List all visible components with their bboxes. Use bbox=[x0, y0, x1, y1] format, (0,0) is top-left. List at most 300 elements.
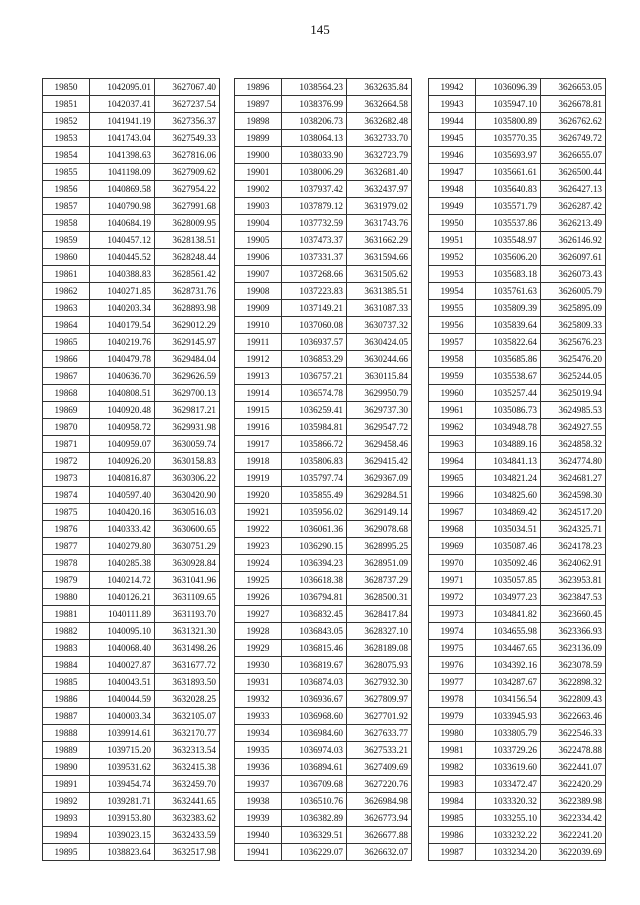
x-coordinate-cell: 1040420.16 bbox=[90, 504, 155, 521]
y-coordinate-cell: 3627932.30 bbox=[347, 674, 412, 691]
table-row bbox=[235, 759, 412, 776]
y-coordinate-cell: 3631743.76 bbox=[347, 215, 412, 232]
x-coordinate-cell: 1036394.23 bbox=[282, 555, 347, 572]
y-coordinate-cell: 3629078.68 bbox=[347, 521, 412, 538]
y-coordinate-cell: 3632459.70 bbox=[155, 776, 220, 793]
table-row bbox=[235, 317, 412, 334]
table-row bbox=[429, 96, 606, 113]
table-row bbox=[429, 317, 606, 334]
x-coordinate-cell: 1035685.86 bbox=[476, 351, 541, 368]
point-number-cell: 19965 bbox=[429, 470, 476, 487]
point-number-cell: 19874 bbox=[43, 487, 90, 504]
point-number-cell: 19870 bbox=[43, 419, 90, 436]
point-number-cell: 19898 bbox=[235, 113, 282, 130]
y-coordinate-cell: 3632105.07 bbox=[155, 708, 220, 725]
table-row bbox=[429, 300, 606, 317]
table-row bbox=[43, 249, 220, 266]
table-row bbox=[235, 249, 412, 266]
y-coordinate-cell: 3624927.55 bbox=[541, 419, 606, 436]
x-coordinate-cell: 1035800.89 bbox=[476, 113, 541, 130]
table-row bbox=[235, 606, 412, 623]
table-row bbox=[429, 827, 606, 844]
point-number-cell: 19962 bbox=[429, 419, 476, 436]
table-row bbox=[43, 708, 220, 725]
table-row bbox=[43, 470, 220, 487]
y-coordinate-cell: 3624598.30 bbox=[541, 487, 606, 504]
table-row bbox=[43, 810, 220, 827]
x-coordinate-cell: 1039153.80 bbox=[90, 810, 155, 827]
table-row bbox=[429, 351, 606, 368]
point-number-cell: 19930 bbox=[235, 657, 282, 674]
point-number-cell: 19941 bbox=[235, 844, 282, 861]
x-coordinate-cell: 1036974.03 bbox=[282, 742, 347, 759]
table-row bbox=[429, 555, 606, 572]
point-number-cell: 19856 bbox=[43, 181, 90, 198]
x-coordinate-cell: 1037149.21 bbox=[282, 300, 347, 317]
x-coordinate-cell: 1034869.42 bbox=[476, 504, 541, 521]
table-row bbox=[235, 368, 412, 385]
y-coordinate-cell: 3624985.53 bbox=[541, 402, 606, 419]
point-number-cell: 19928 bbox=[235, 623, 282, 640]
x-coordinate-cell: 1035984.81 bbox=[282, 419, 347, 436]
table-row bbox=[43, 827, 220, 844]
x-coordinate-cell: 1040959.07 bbox=[90, 436, 155, 453]
y-coordinate-cell: 3625676.23 bbox=[541, 334, 606, 351]
point-number-cell: 19980 bbox=[429, 725, 476, 742]
y-coordinate-cell: 3632433.59 bbox=[155, 827, 220, 844]
x-coordinate-cell: 1037268.66 bbox=[282, 266, 347, 283]
y-coordinate-cell: 3626749.72 bbox=[541, 130, 606, 147]
x-coordinate-cell: 1036853.29 bbox=[282, 351, 347, 368]
table-row bbox=[429, 419, 606, 436]
point-number-cell: 19916 bbox=[235, 419, 282, 436]
table-row bbox=[429, 283, 606, 300]
y-coordinate-cell: 3629458.46 bbox=[347, 436, 412, 453]
coordinate-table-3 bbox=[428, 78, 606, 861]
y-coordinate-cell: 3629012.29 bbox=[155, 317, 220, 334]
table-row bbox=[429, 215, 606, 232]
table-row bbox=[235, 810, 412, 827]
x-coordinate-cell: 1038006.29 bbox=[282, 164, 347, 181]
table-row bbox=[43, 402, 220, 419]
x-coordinate-cell: 1040219.76 bbox=[90, 334, 155, 351]
y-coordinate-cell: 3632664.58 bbox=[347, 96, 412, 113]
x-coordinate-cell: 1038564.23 bbox=[282, 79, 347, 96]
y-coordinate-cell: 3628561.42 bbox=[155, 266, 220, 283]
table-row bbox=[429, 623, 606, 640]
y-coordinate-cell: 3624774.80 bbox=[541, 453, 606, 470]
x-coordinate-cell: 1035092.46 bbox=[476, 555, 541, 572]
table-row bbox=[429, 589, 606, 606]
x-coordinate-cell: 1034841.13 bbox=[476, 453, 541, 470]
x-coordinate-cell: 1035537.86 bbox=[476, 215, 541, 232]
table-row bbox=[235, 419, 412, 436]
table-row bbox=[429, 113, 606, 130]
point-number-cell: 19982 bbox=[429, 759, 476, 776]
x-coordinate-cell: 1040958.72 bbox=[90, 419, 155, 436]
x-coordinate-cell: 1033945.93 bbox=[476, 708, 541, 725]
x-coordinate-cell: 1036574.78 bbox=[282, 385, 347, 402]
table-row bbox=[235, 691, 412, 708]
point-number-cell: 19922 bbox=[235, 521, 282, 538]
table-row bbox=[43, 436, 220, 453]
point-number-cell: 19880 bbox=[43, 589, 90, 606]
table-row bbox=[235, 555, 412, 572]
x-coordinate-cell: 1036984.60 bbox=[282, 725, 347, 742]
x-coordinate-cell: 1036229.07 bbox=[282, 844, 347, 861]
y-coordinate-cell: 3624325.71 bbox=[541, 521, 606, 538]
point-number-cell: 19921 bbox=[235, 504, 282, 521]
x-coordinate-cell: 1035956.02 bbox=[282, 504, 347, 521]
y-coordinate-cell: 3625019.94 bbox=[541, 385, 606, 402]
point-number-cell: 19981 bbox=[429, 742, 476, 759]
y-coordinate-cell: 3628138.51 bbox=[155, 232, 220, 249]
table-row bbox=[235, 402, 412, 419]
x-coordinate-cell: 1034821.24 bbox=[476, 470, 541, 487]
point-number-cell: 19871 bbox=[43, 436, 90, 453]
y-coordinate-cell: 3627809.97 bbox=[347, 691, 412, 708]
y-coordinate-cell: 3628737.29 bbox=[347, 572, 412, 589]
table-row bbox=[43, 181, 220, 198]
table-row bbox=[235, 640, 412, 657]
point-number-cell: 19851 bbox=[43, 96, 90, 113]
y-coordinate-cell: 3622663.46 bbox=[541, 708, 606, 725]
y-coordinate-cell: 3626653.05 bbox=[541, 79, 606, 96]
point-number-cell: 19987 bbox=[429, 844, 476, 861]
table-row bbox=[429, 691, 606, 708]
x-coordinate-cell: 1036096.39 bbox=[476, 79, 541, 96]
x-coordinate-cell: 1038033.90 bbox=[282, 147, 347, 164]
x-coordinate-cell: 1040636.70 bbox=[90, 368, 155, 385]
point-number-cell: 19951 bbox=[429, 232, 476, 249]
table-row bbox=[429, 402, 606, 419]
x-coordinate-cell: 1034156.54 bbox=[476, 691, 541, 708]
table-row bbox=[43, 640, 220, 657]
table-row bbox=[235, 674, 412, 691]
y-coordinate-cell: 3630306.22 bbox=[155, 470, 220, 487]
point-number-cell: 19858 bbox=[43, 215, 90, 232]
x-coordinate-cell: 1036510.76 bbox=[282, 793, 347, 810]
x-coordinate-cell: 1040179.54 bbox=[90, 317, 155, 334]
x-coordinate-cell: 1041743.04 bbox=[90, 130, 155, 147]
x-coordinate-cell: 1039531.62 bbox=[90, 759, 155, 776]
x-coordinate-cell: 1034977.23 bbox=[476, 589, 541, 606]
y-coordinate-cell: 3629484.04 bbox=[155, 351, 220, 368]
x-coordinate-cell: 1033234.20 bbox=[476, 844, 541, 861]
x-coordinate-cell: 1037060.08 bbox=[282, 317, 347, 334]
table-row bbox=[235, 844, 412, 861]
y-coordinate-cell: 3625809.33 bbox=[541, 317, 606, 334]
table-row bbox=[429, 793, 606, 810]
x-coordinate-cell: 1040027.87 bbox=[90, 657, 155, 674]
point-number-cell: 19850 bbox=[43, 79, 90, 96]
point-number-cell: 19938 bbox=[235, 793, 282, 810]
point-number-cell: 19893 bbox=[43, 810, 90, 827]
y-coordinate-cell: 3622039.69 bbox=[541, 844, 606, 861]
point-number-cell: 19918 bbox=[235, 453, 282, 470]
point-number-cell: 19860 bbox=[43, 249, 90, 266]
table-row bbox=[235, 164, 412, 181]
point-number-cell: 19917 bbox=[235, 436, 282, 453]
x-coordinate-cell: 1038206.73 bbox=[282, 113, 347, 130]
point-number-cell: 19861 bbox=[43, 266, 90, 283]
table-row bbox=[43, 555, 220, 572]
point-number-cell: 19908 bbox=[235, 283, 282, 300]
table-row bbox=[235, 657, 412, 674]
point-number-cell: 19940 bbox=[235, 827, 282, 844]
table-row bbox=[429, 725, 606, 742]
table-row bbox=[235, 283, 412, 300]
point-number-cell: 19906 bbox=[235, 249, 282, 266]
y-coordinate-cell: 3630737.32 bbox=[347, 317, 412, 334]
point-number-cell: 19946 bbox=[429, 147, 476, 164]
y-coordinate-cell: 3627356.37 bbox=[155, 113, 220, 130]
table-row bbox=[43, 147, 220, 164]
y-coordinate-cell: 3632681.40 bbox=[347, 164, 412, 181]
y-coordinate-cell: 3625476.20 bbox=[541, 351, 606, 368]
point-number-cell: 19902 bbox=[235, 181, 282, 198]
x-coordinate-cell: 1035034.51 bbox=[476, 521, 541, 538]
table-row bbox=[43, 623, 220, 640]
x-coordinate-cell: 1036843.05 bbox=[282, 623, 347, 640]
y-coordinate-cell: 3632682.48 bbox=[347, 113, 412, 130]
x-coordinate-cell: 1037331.37 bbox=[282, 249, 347, 266]
point-number-cell: 19984 bbox=[429, 793, 476, 810]
table-row bbox=[429, 708, 606, 725]
point-number-cell: 19970 bbox=[429, 555, 476, 572]
point-number-cell: 19866 bbox=[43, 351, 90, 368]
y-coordinate-cell: 3622241.20 bbox=[541, 827, 606, 844]
y-coordinate-cell: 3626677.88 bbox=[347, 827, 412, 844]
y-coordinate-cell: 3629626.59 bbox=[155, 368, 220, 385]
y-coordinate-cell: 3628731.76 bbox=[155, 283, 220, 300]
x-coordinate-cell: 1035257.44 bbox=[476, 385, 541, 402]
point-number-cell: 19878 bbox=[43, 555, 90, 572]
x-coordinate-cell: 1036329.51 bbox=[282, 827, 347, 844]
y-coordinate-cell: 3629367.09 bbox=[347, 470, 412, 487]
table-row bbox=[429, 130, 606, 147]
table-row bbox=[235, 215, 412, 232]
table-row bbox=[43, 385, 220, 402]
x-coordinate-cell: 1036936.67 bbox=[282, 691, 347, 708]
x-coordinate-cell: 1040445.52 bbox=[90, 249, 155, 266]
x-coordinate-cell: 1035538.67 bbox=[476, 368, 541, 385]
y-coordinate-cell: 3632313.54 bbox=[155, 742, 220, 759]
point-number-cell: 19877 bbox=[43, 538, 90, 555]
y-coordinate-cell: 3622546.33 bbox=[541, 725, 606, 742]
x-coordinate-cell: 1039454.74 bbox=[90, 776, 155, 793]
x-coordinate-cell: 1035806.83 bbox=[282, 453, 347, 470]
point-number-cell: 19934 bbox=[235, 725, 282, 742]
point-number-cell: 19968 bbox=[429, 521, 476, 538]
point-number-cell: 19862 bbox=[43, 283, 90, 300]
x-coordinate-cell: 1040111.89 bbox=[90, 606, 155, 623]
point-number-cell: 19972 bbox=[429, 589, 476, 606]
point-number-cell: 19956 bbox=[429, 317, 476, 334]
x-coordinate-cell: 1033472.47 bbox=[476, 776, 541, 793]
table-row bbox=[429, 742, 606, 759]
table-row bbox=[429, 266, 606, 283]
y-coordinate-cell: 3632383.62 bbox=[155, 810, 220, 827]
point-number-cell: 19919 bbox=[235, 470, 282, 487]
y-coordinate-cell: 3628417.84 bbox=[347, 606, 412, 623]
y-coordinate-cell: 3631893.50 bbox=[155, 674, 220, 691]
x-coordinate-cell: 1033232.22 bbox=[476, 827, 541, 844]
y-coordinate-cell: 3622441.07 bbox=[541, 759, 606, 776]
y-coordinate-cell: 3631594.66 bbox=[347, 249, 412, 266]
y-coordinate-cell: 3631505.62 bbox=[347, 266, 412, 283]
y-coordinate-cell: 3629817.21 bbox=[155, 402, 220, 419]
table-row bbox=[43, 79, 220, 96]
table-row bbox=[43, 844, 220, 861]
table-row bbox=[429, 810, 606, 827]
table-row bbox=[235, 266, 412, 283]
x-coordinate-cell: 1040869.58 bbox=[90, 181, 155, 198]
point-number-cell: 19889 bbox=[43, 742, 90, 759]
table-row bbox=[43, 96, 220, 113]
point-number-cell: 19912 bbox=[235, 351, 282, 368]
point-number-cell: 19931 bbox=[235, 674, 282, 691]
y-coordinate-cell: 3624858.32 bbox=[541, 436, 606, 453]
y-coordinate-cell: 3628189.08 bbox=[347, 640, 412, 657]
table-row bbox=[235, 708, 412, 725]
y-coordinate-cell: 3630516.03 bbox=[155, 504, 220, 521]
point-number-cell: 19915 bbox=[235, 402, 282, 419]
point-number-cell: 19879 bbox=[43, 572, 90, 589]
point-number-cell: 19891 bbox=[43, 776, 90, 793]
x-coordinate-cell: 1035855.49 bbox=[282, 487, 347, 504]
table-row bbox=[429, 606, 606, 623]
point-number-cell: 19967 bbox=[429, 504, 476, 521]
y-coordinate-cell: 3626762.62 bbox=[541, 113, 606, 130]
point-number-cell: 19913 bbox=[235, 368, 282, 385]
y-coordinate-cell: 3628248.44 bbox=[155, 249, 220, 266]
table-row bbox=[43, 674, 220, 691]
x-coordinate-cell: 1036815.46 bbox=[282, 640, 347, 657]
table-row bbox=[235, 334, 412, 351]
x-coordinate-cell: 1036709.68 bbox=[282, 776, 347, 793]
x-coordinate-cell: 1037732.59 bbox=[282, 215, 347, 232]
table-row bbox=[429, 453, 606, 470]
y-coordinate-cell: 3632437.97 bbox=[347, 181, 412, 198]
x-coordinate-cell: 1034948.78 bbox=[476, 419, 541, 436]
y-coordinate-cell: 3630751.29 bbox=[155, 538, 220, 555]
x-coordinate-cell: 1035839.64 bbox=[476, 317, 541, 334]
point-number-cell: 19986 bbox=[429, 827, 476, 844]
table-row bbox=[429, 844, 606, 861]
y-coordinate-cell: 3627633.77 bbox=[347, 725, 412, 742]
x-coordinate-cell: 1035693.97 bbox=[476, 147, 541, 164]
table-row bbox=[235, 385, 412, 402]
table-row bbox=[429, 538, 606, 555]
y-coordinate-cell: 3627220.76 bbox=[347, 776, 412, 793]
point-number-cell: 19925 bbox=[235, 572, 282, 589]
y-coordinate-cell: 3627533.21 bbox=[347, 742, 412, 759]
x-coordinate-cell: 1036618.38 bbox=[282, 572, 347, 589]
table-row bbox=[43, 283, 220, 300]
table-row bbox=[429, 640, 606, 657]
y-coordinate-cell: 3630244.66 bbox=[347, 351, 412, 368]
y-coordinate-cell: 3623136.09 bbox=[541, 640, 606, 657]
table-row bbox=[429, 164, 606, 181]
y-coordinate-cell: 3632028.25 bbox=[155, 691, 220, 708]
point-number-cell: 19976 bbox=[429, 657, 476, 674]
y-coordinate-cell: 3622420.29 bbox=[541, 776, 606, 793]
x-coordinate-cell: 1033255.10 bbox=[476, 810, 541, 827]
table-row bbox=[43, 589, 220, 606]
point-number-cell: 19936 bbox=[235, 759, 282, 776]
y-coordinate-cell: 3632415.38 bbox=[155, 759, 220, 776]
table-row bbox=[43, 776, 220, 793]
table-row bbox=[43, 317, 220, 334]
y-coordinate-cell: 3626773.94 bbox=[347, 810, 412, 827]
x-coordinate-cell: 1036259.41 bbox=[282, 402, 347, 419]
table-row bbox=[43, 164, 220, 181]
table-row bbox=[43, 266, 220, 283]
point-number-cell: 19948 bbox=[429, 181, 476, 198]
table-row bbox=[235, 113, 412, 130]
x-coordinate-cell: 1040920.48 bbox=[90, 402, 155, 419]
y-coordinate-cell: 3628327.10 bbox=[347, 623, 412, 640]
y-coordinate-cell: 3629149.14 bbox=[347, 504, 412, 521]
y-coordinate-cell: 3623366.93 bbox=[541, 623, 606, 640]
x-coordinate-cell: 1033729.26 bbox=[476, 742, 541, 759]
x-coordinate-cell: 1037473.37 bbox=[282, 232, 347, 249]
x-coordinate-cell: 1033805.79 bbox=[476, 725, 541, 742]
y-coordinate-cell: 3632170.77 bbox=[155, 725, 220, 742]
x-coordinate-cell: 1040816.87 bbox=[90, 470, 155, 487]
point-number-cell: 19963 bbox=[429, 436, 476, 453]
table-row bbox=[43, 572, 220, 589]
y-coordinate-cell: 3626500.44 bbox=[541, 164, 606, 181]
x-coordinate-cell: 1036819.67 bbox=[282, 657, 347, 674]
table-row bbox=[43, 657, 220, 674]
y-coordinate-cell: 3631677.72 bbox=[155, 657, 220, 674]
x-coordinate-cell: 1040684.19 bbox=[90, 215, 155, 232]
point-number-cell: 19882 bbox=[43, 623, 90, 640]
point-number-cell: 19855 bbox=[43, 164, 90, 181]
point-number-cell: 19974 bbox=[429, 623, 476, 640]
x-coordinate-cell: 1034392.16 bbox=[476, 657, 541, 674]
point-number-cell: 19969 bbox=[429, 538, 476, 555]
y-coordinate-cell: 3628951.09 bbox=[347, 555, 412, 572]
x-coordinate-cell: 1035683.18 bbox=[476, 266, 541, 283]
y-coordinate-cell: 3626073.43 bbox=[541, 266, 606, 283]
table-row bbox=[43, 334, 220, 351]
table-row bbox=[429, 572, 606, 589]
x-coordinate-cell: 1037223.83 bbox=[282, 283, 347, 300]
point-number-cell: 19914 bbox=[235, 385, 282, 402]
point-number-cell: 19929 bbox=[235, 640, 282, 657]
x-coordinate-cell: 1040285.38 bbox=[90, 555, 155, 572]
point-number-cell: 19959 bbox=[429, 368, 476, 385]
x-coordinate-cell: 1035761.63 bbox=[476, 283, 541, 300]
x-coordinate-cell: 1041398.63 bbox=[90, 147, 155, 164]
point-number-cell: 19869 bbox=[43, 402, 90, 419]
table-row bbox=[429, 487, 606, 504]
x-coordinate-cell: 1037879.12 bbox=[282, 198, 347, 215]
table-row bbox=[43, 521, 220, 538]
point-number-cell: 19859 bbox=[43, 232, 90, 249]
table-row bbox=[235, 487, 412, 504]
point-number-cell: 19977 bbox=[429, 674, 476, 691]
point-number-cell: 19863 bbox=[43, 300, 90, 317]
point-number-cell: 19872 bbox=[43, 453, 90, 470]
point-number-cell: 19979 bbox=[429, 708, 476, 725]
table-row bbox=[235, 96, 412, 113]
y-coordinate-cell: 3622478.88 bbox=[541, 742, 606, 759]
x-coordinate-cell: 1040095.10 bbox=[90, 623, 155, 640]
